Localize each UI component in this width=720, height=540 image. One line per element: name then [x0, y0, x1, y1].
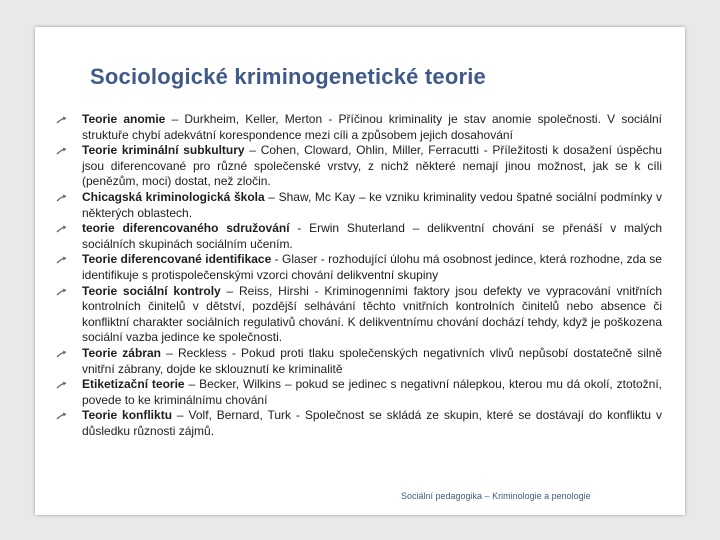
swoosh-arrow-icon — [56, 193, 68, 203]
theory-description: - Glaser - rozhodující úlohu má osobnost jedince, která rozhodne, zda se identifikuje s protispolečenskými vzorci chování delikventní skupiny — [82, 252, 662, 282]
list-item — [56, 346, 662, 377]
theory-description: – Reckless - Pokud proti tlaku společenských negativních vlivů nepůsobí dostatečně silně vnitřní zábrany, dojde ke sklouznutí ke kriminalitě — [82, 345, 662, 376]
list-item — [56, 143, 662, 190]
theory-description: – Durkheim, Keller, Merton - Příčinou kriminality je stav anomie společnosti. V sociální struktuře chybí adekvátní korespondence mezi cíli a způsobem jejich dosahování — [82, 112, 663, 142]
list-item — [56, 284, 662, 346]
swoosh-arrow-icon — [56, 146, 68, 156]
slide-footer: Sociální pedagogika – Kriminologie a penologie — [401, 491, 591, 501]
theory-name: Teorie anomie — [82, 112, 166, 126]
theory-name: teorie diferencovaného sdružování — [82, 221, 290, 236]
list-item — [56, 112, 662, 143]
theory-name: Teorie diferencované identifikace — [82, 252, 272, 267]
theory-description: – Becker, Wilkins – pokud se jedinec s negativní nálepkou, kterou mu dá okolí, ztotožní, povede to ke kriminálnímu chování — [82, 377, 662, 407]
bullet-list — [56, 112, 662, 439]
theory-description: - Erwin Shuterland – delikventní chování se přenáší v malých sociálních skupinách sociálním učením. — [82, 221, 663, 251]
theory-description: – Volf, Bernard, Turk - Společnost se skládá ze skupin, které se dostávají do konfliktu v důsledku různosti zájmů. — [82, 408, 663, 438]
list-item — [56, 190, 662, 221]
list-item — [56, 221, 662, 252]
swoosh-arrow-icon — [56, 224, 68, 234]
swoosh-arrow-icon — [56, 380, 68, 390]
theory-name: Teorie konfliktu — [82, 408, 173, 423]
swoosh-arrow-icon — [56, 115, 68, 125]
theory-name: Teorie kriminální subkultury — [82, 143, 245, 158]
theory-name: Teorie sociální kontroly — [82, 283, 221, 298]
theory-name: Teorie zábran — [82, 345, 161, 360]
list-item — [56, 252, 662, 283]
swoosh-arrow-icon — [56, 349, 68, 359]
theory-description: – Reiss, Hirshi - Kriminogenními faktory jsou defekty ve vypracování vnitřních kontrolních činitelů v dětství, pozdější selhávání těchto vnitřních kontrolních činitelů nebo absence či konfliktní charakter sociálních regulativů chování. K delikventnímu chování dochází tehdy, když je poškozena sociální vazba jedince ke společnosti. — [82, 283, 662, 345]
theory-description: – Shaw, Mc Kay – ke vzniku kriminality vedou špatné sociální podmínky v některých oblastech. — [82, 189, 663, 220]
swoosh-arrow-icon — [56, 411, 68, 421]
swoosh-arrow-icon — [56, 255, 68, 265]
swoosh-arrow-icon — [56, 287, 68, 297]
slide-title: Sociologické kriminogenetické teorie — [90, 64, 486, 89]
list-item — [56, 377, 662, 408]
theory-name: Chicagská kriminologická škola — [82, 189, 265, 204]
theory-name: Etiketizační teorie — [82, 377, 185, 392]
theory-description: – Cohen, Cloward, Ohlin, Miller, Ferracutti - Příležitosti k dosažení úspěchu jsou diferencované pro různé společenské vrstvy, z nichž některé nemají jinou možnost, jak se k cíli (penězům, moci) dostat, než zločin. — [82, 143, 662, 189]
list-item — [56, 408, 662, 439]
